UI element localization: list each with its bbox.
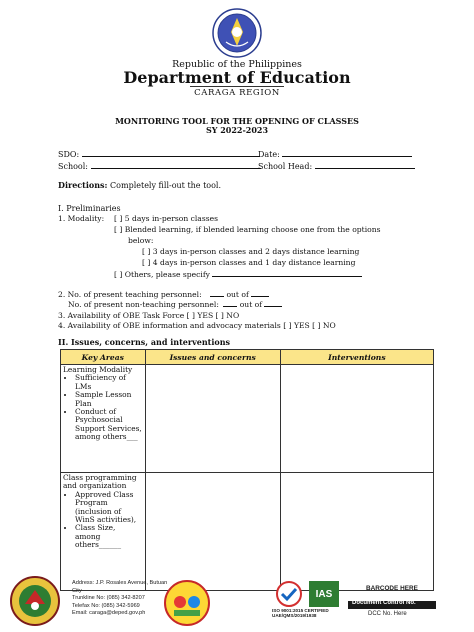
footer-trunkline: Trunkline No: (085) 342-8207 [72, 595, 145, 602]
obe-info[interactable]: 4. Availability of OBE information and advocacy materials [ ] YES [ ] NO [58, 321, 336, 330]
non-teaching-total-line [264, 299, 282, 307]
list-item: • Approved Class Program (inclusion of WinS activities), [75, 491, 143, 525]
key-area-title: Learning Modality [63, 365, 133, 374]
directions-label: Directions: [58, 180, 108, 190]
school-head-label: School Head: [258, 162, 313, 171]
teaching-out-of: out of [226, 290, 249, 299]
list-item: • Sufficiency of LMs [75, 374, 143, 391]
non-teaching-label: No. of present non-teaching personnel: [68, 300, 219, 309]
footer-email[interactable]: Email: caraga@deped.gov.ph [72, 610, 146, 617]
interventions-cell[interactable] [280, 473, 433, 591]
doc-control-label: Document Control No. [352, 600, 416, 606]
barcode-placeholder: BARCODE HERE [366, 585, 418, 592]
table-row [61, 473, 434, 591]
non-teaching-count[interactable] [68, 299, 282, 309]
key-area-title: Class programming and organization [63, 473, 137, 491]
header-rule [190, 86, 284, 87]
teaching-total-line [251, 289, 269, 297]
iso-certified-label: ISO 9001:2015 CERTIFIED [272, 608, 329, 613]
footer-contact [72, 580, 168, 618]
interventions-cell[interactable] [280, 365, 433, 473]
uae-qms-label: UAE/QMS/2019/1938 [272, 613, 317, 619]
sdo-line [82, 149, 260, 157]
sdo-field[interactable] [58, 149, 260, 159]
col-key-areas: Key Areas [61, 350, 146, 365]
opt-others-field[interactable] [114, 269, 362, 279]
deped-seal [212, 8, 262, 58]
list-item: • Sample Lesson Plan [75, 391, 143, 408]
opt-3days-checkbox[interactable]: [ ] 3 days in-person classes and 2 days distance learning [142, 247, 360, 256]
regional-seal-logo [10, 576, 60, 626]
footer-address: Address: J.P. Rosales Avenue, Butuan City [72, 580, 168, 594]
others-line [212, 269, 362, 277]
directions-text: Completely fill-out the tool. [110, 181, 222, 190]
sdo-label: SDO: [58, 150, 80, 159]
opt-4days-checkbox[interactable]: [ ] 4 days in-person classes and 1 day distance learning [142, 258, 356, 267]
opt-others-checkbox[interactable]: [ ] Others, please specify [114, 270, 210, 279]
date-label: Date: [258, 150, 280, 159]
modality-label: 1. Modality: [58, 214, 105, 223]
section2-heading: II. Issues, concerns, and interventions [58, 337, 231, 347]
issues-cell[interactable] [145, 365, 280, 473]
directions [58, 180, 221, 190]
teaching-present-line [210, 289, 224, 297]
iso-certification-logo [272, 580, 306, 608]
school-head-field[interactable] [258, 161, 415, 171]
doc-title-line2: SY 2022-2023 [205, 125, 269, 135]
iso-text [272, 608, 329, 618]
svg-text:IAS: IAS [315, 589, 333, 600]
date-line [282, 149, 412, 157]
school-line [91, 161, 261, 169]
obe-task-force[interactable]: 3. Availability of OBE Task Force [ ] YES [ ] NO [58, 311, 240, 320]
issues-table [60, 349, 434, 591]
section1-heading: I. Preliminaries [58, 204, 121, 213]
list-item: • Conduct of Psychosocial Support Services, among others___ [75, 408, 143, 442]
table-row [61, 365, 434, 473]
opt-blended-checkbox[interactable]: [ ] Blended learning, if blended learning choose one from the options [114, 225, 381, 234]
date-field[interactable] [258, 149, 412, 159]
issues-cell[interactable] [145, 473, 280, 591]
doc-title-line1: MONITORING TOOL FOR THE OPENING OF CLASSES [115, 116, 359, 126]
region-label: CARAGA REGION [194, 88, 280, 98]
matatag-logo [164, 580, 210, 626]
table-header-row [61, 350, 434, 365]
school-field[interactable] [58, 161, 261, 171]
key-area-cell [61, 473, 146, 591]
list-item: • Class Size, among others______ [75, 524, 143, 549]
footer-telefax: Telefax No: (085) 342-5969 [72, 602, 140, 609]
school-label: School: [58, 162, 88, 171]
non-teaching-present-line [223, 299, 237, 307]
col-issues: Issues and concerns [145, 350, 280, 365]
non-teaching-out-of: out of [239, 300, 263, 309]
teaching-count[interactable] [58, 289, 269, 299]
key-area-cell [61, 365, 146, 473]
teaching-label: 2. No. of present teaching personnel: [58, 290, 202, 299]
col-interventions: Interventions [280, 350, 433, 365]
dcc-number: DCC No. Here [368, 611, 407, 617]
opt-inperson-checkbox[interactable]: [ ] 5 days in-person classes [114, 214, 219, 223]
republic-label: Republic of the Philippines [172, 59, 302, 70]
school-head-line [315, 161, 415, 169]
opt-below-label: below: [128, 236, 154, 245]
ias-accreditation-logo [308, 580, 340, 608]
department-label: Department of Education [123, 68, 351, 87]
